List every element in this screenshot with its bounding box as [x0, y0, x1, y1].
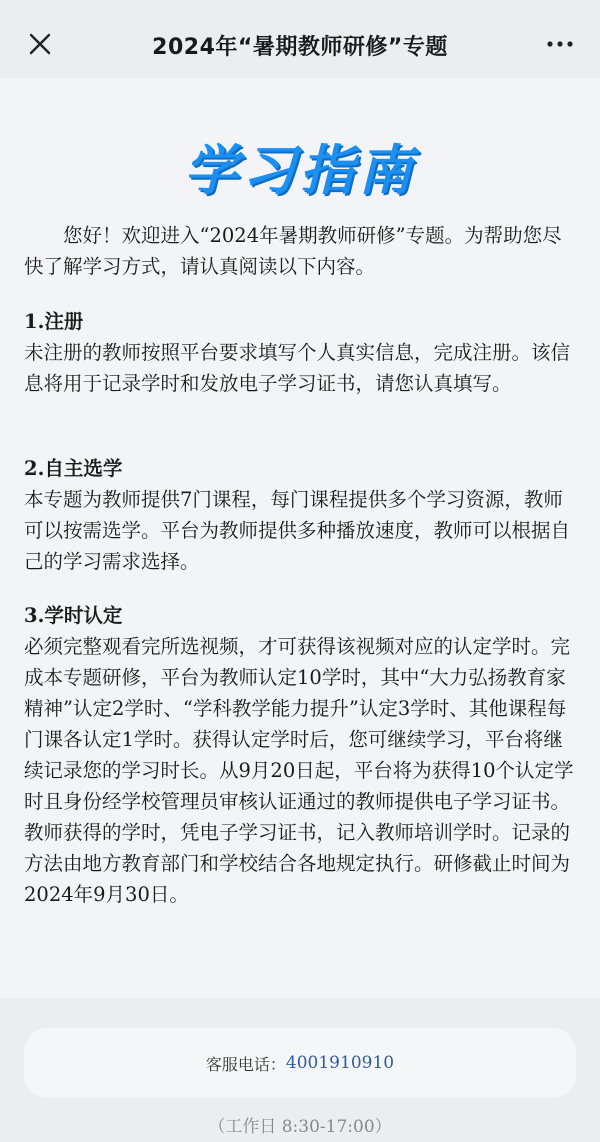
page-title: 2024年“暑期教师研修”专题	[152, 34, 448, 60]
section-heading-self-study: 2.自主选学	[24, 457, 123, 480]
guide-title-banner	[0, 128, 600, 205]
close-button[interactable]	[22, 26, 58, 62]
guide-title-text: 学习指南	[184, 139, 416, 202]
section-heading-register: 1.注册	[24, 310, 84, 333]
section-body-credit-hours: 必须完整观看完所选视频，才可获得该视频对应的认定学时。完成本专题研修，平台为教师认定10学时，其中“大力弘扬教育家精神”认定2学时、“学科教学能力提升”认定3学时、其他课程每门课各认定1学时。获得认定学时后，您可继续学习，平台将继续记录您的学习时长。从9月20日起，平台将为获得10个认定学时且身份经学校管理员审核认证通过的教师提供电子学习证书。教师获得的学时，凭电子学习证书，记入教师培训学时。记录的方法由地方教育部门和学校结合各地规定执行。研修截止时间为2024年9月30日。	[24, 635, 574, 906]
more-button[interactable]	[542, 26, 578, 62]
section-heading-credit-hours: 3.学时认定	[24, 604, 123, 627]
section-body-register: 未注册的教师按照平台要求填写个人真实信息，完成注册。该信息将用于记录学时和发放电子学习证书，请您认真填写。	[24, 341, 571, 395]
guide-content	[0, 78, 600, 998]
more-icon	[546, 40, 574, 48]
customer-service-card	[24, 1028, 576, 1098]
phone-number-link[interactable]: 4001910910	[285, 1053, 395, 1073]
guide-title	[178, 128, 422, 205]
intro-paragraph: 您好！欢迎进入“2024年暑期教师研修”专题。为帮助您尽快了解学习方式，请认真阅读以下内容。	[24, 224, 562, 278]
phone-label: 客服电话：	[205, 1054, 286, 1074]
work-hours: （工作日 8:30-17:00）	[208, 1117, 392, 1137]
section-body-self-study: 本专题为教师提供7门课程，每门课程提供多个学习资源，教师可以按需选学。平台为教师提供多种播放速度，教师可以根据自己的学习需求选择。	[24, 488, 571, 573]
top-bar	[0, 0, 600, 90]
close-icon	[29, 33, 51, 55]
